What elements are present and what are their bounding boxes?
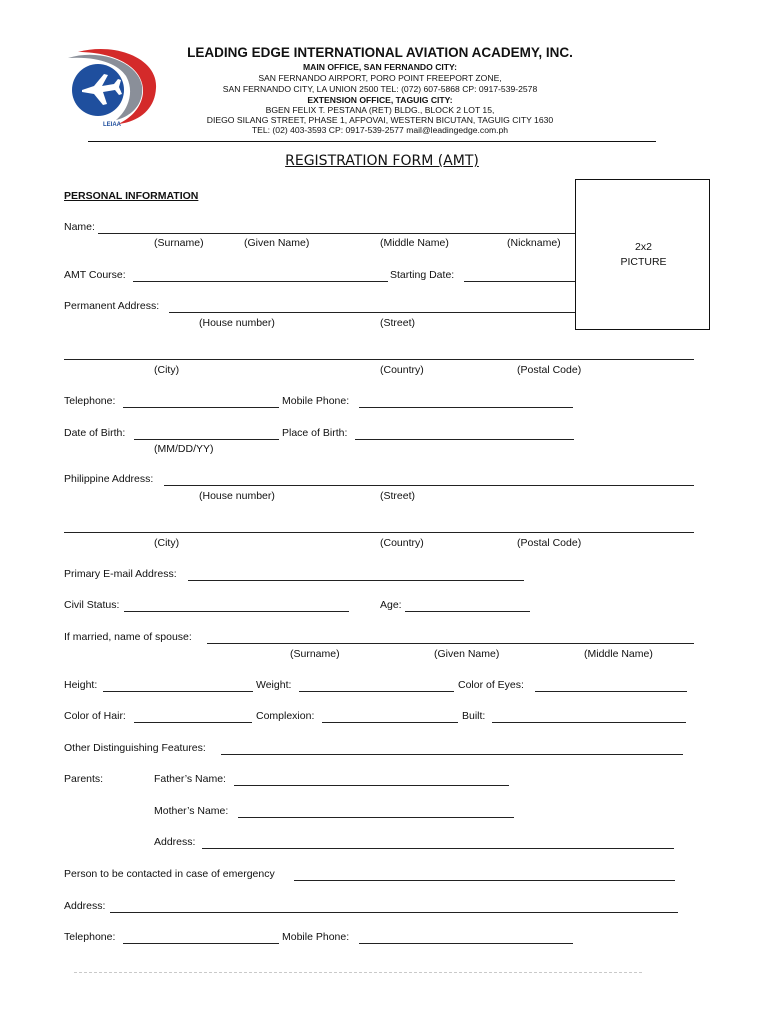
spouse-field[interactable]: [207, 643, 694, 644]
place-of-birth-label: Place of Birth:: [282, 427, 348, 439]
name-field[interactable]: [98, 233, 575, 234]
extension-office-label: EXTENSION OFFICE, TAGUIG CITY: [307, 95, 450, 105]
header-divider: [88, 141, 656, 142]
caption-house-number: (House number): [199, 490, 275, 502]
caption-country: (Country): [380, 537, 424, 549]
caption-city: (City): [154, 537, 180, 549]
telephone-field[interactable]: [123, 407, 279, 408]
built-field[interactable]: [492, 722, 686, 723]
amt-course-label: AMT Course:: [64, 269, 126, 281]
built-label: Built:: [462, 710, 486, 722]
weight-label: Weight:: [256, 679, 292, 691]
fathers-name-label: Father’s Name:: [154, 773, 226, 785]
permanent-address-line2-field[interactable]: [64, 359, 694, 360]
extension-office-contact-line: TEL: (02) 403-3593 CP: 0917-539-2577 mail@leadingedge.com.ph: [251, 125, 509, 135]
color-of-hair-field[interactable]: [134, 722, 252, 723]
age-label: Age:: [380, 599, 402, 611]
starting-date-field[interactable]: [464, 281, 575, 282]
philippine-address-line2-field[interactable]: [64, 532, 694, 533]
caption-dob-format: (MM/DD/YY): [154, 443, 214, 455]
extension-office-heading: EXTENSION OFFICE, TAGUIG CITY:: [307, 95, 453, 105]
organization-name: LEADING EDGE INTERNATIONAL AVIATION ACADEMY, INC.: [187, 45, 573, 60]
complexion-field[interactable]: [322, 722, 458, 723]
emergency-telephone-label: Telephone:: [64, 931, 116, 943]
caption-postal-code: (Postal Code): [517, 537, 582, 549]
extension-office-address-line1: BGEN FELIX T. PESTANA (RET) BLDG., BLOCK 2 LOT 15,: [265, 105, 495, 115]
spouse-label: If married, name of spouse:: [64, 631, 192, 643]
emergency-telephone-field[interactable]: [123, 943, 279, 944]
civil-status-label: Civil Status:: [64, 599, 120, 611]
main-office-address-line1: SAN FERNANDO AIRPORT, PORO POINT FREEPORT ZONE,: [258, 73, 502, 83]
photo-box-label: [575, 240, 712, 270]
philippine-address-label: Philippine Address:: [64, 473, 154, 485]
height-field[interactable]: [103, 691, 253, 692]
caption-country: (Country): [380, 364, 424, 376]
name-label: Name:: [64, 221, 95, 233]
caption-spouse-given-name: (Given Name): [434, 648, 500, 660]
telephone-label: Telephone:: [64, 395, 116, 407]
caption-middle-name: (Middle Name): [380, 237, 449, 249]
color-of-eyes-field[interactable]: [535, 691, 687, 692]
permanent-address-field[interactable]: [169, 312, 575, 313]
form-title: REGISTRATION FORM (AMT): [285, 153, 479, 169]
caption-street: (Street): [380, 317, 416, 329]
primary-email-label: Primary E-mail Address:: [64, 568, 177, 580]
emergency-mobile-label: Mobile Phone:: [282, 931, 350, 943]
caption-street: (Street): [380, 490, 416, 502]
main-office-label: MAIN OFFICE, SAN FERNANDO CITY: [302, 62, 455, 72]
emergency-address-label: Address:: [64, 900, 106, 912]
parents-address-field[interactable]: [202, 848, 674, 849]
caption-house-number: (House number): [199, 317, 275, 329]
main-office-heading: MAIN OFFICE, SAN FERNANDO CITY:: [302, 62, 458, 72]
mobile-phone-label: Mobile Phone:: [282, 395, 350, 407]
civil-status-field[interactable]: [124, 611, 349, 612]
emergency-mobile-field[interactable]: [359, 943, 573, 944]
philippine-address-field[interactable]: [164, 485, 694, 486]
parents-address-label: Address:: [154, 836, 196, 848]
amt-course-field[interactable]: [133, 281, 388, 282]
caption-given-name: (Given Name): [244, 237, 310, 249]
footer-divider: [74, 972, 642, 973]
photo-size-label: 2x2: [635, 241, 652, 253]
mobile-phone-field[interactable]: [359, 407, 573, 408]
other-features-field[interactable]: [221, 754, 683, 755]
weight-field[interactable]: [299, 691, 454, 692]
fathers-name-field[interactable]: [234, 785, 509, 786]
mothers-name-label: Mother’s Name:: [154, 805, 229, 817]
other-features-label: Other Distinguishing Features:: [64, 742, 206, 754]
caption-postal-code: (Postal Code): [517, 364, 582, 376]
permanent-address-label: Permanent Address:: [64, 300, 160, 312]
logo-lettering: LEIAA: [103, 122, 121, 128]
emergency-contact-field[interactable]: [294, 880, 675, 881]
emergency-contact-label: Person to be contacted in case of emergency: [64, 868, 275, 880]
caption-spouse-surname: (Surname): [290, 648, 340, 660]
photo-picture-label: PICTURE: [620, 256, 667, 268]
main-office-address-line2: SAN FERNANDO CITY, LA UNION 2500 TEL: (072) 607-5868 CP: 0917-539-2578: [222, 84, 538, 94]
caption-nickname: (Nickname): [507, 237, 561, 249]
primary-email-field[interactable]: [188, 580, 524, 581]
place-of-birth-field[interactable]: [355, 439, 574, 440]
caption-surname: (Surname): [154, 237, 204, 249]
age-field[interactable]: [405, 611, 530, 612]
section-personal-information: PERSONAL INFORMATION: [64, 190, 199, 202]
caption-city: (City): [154, 364, 180, 376]
complexion-label: Complexion:: [256, 710, 315, 722]
date-of-birth-label: Date of Birth:: [64, 427, 126, 439]
academy-logo: [60, 44, 160, 128]
mothers-name-field[interactable]: [238, 817, 514, 818]
caption-spouse-middle-name: (Middle Name): [584, 648, 653, 660]
color-of-hair-label: Color of Hair:: [64, 710, 126, 722]
height-label: Height:: [64, 679, 98, 691]
starting-date-label: Starting Date:: [390, 269, 455, 281]
color-of-eyes-label: Color of Eyes:: [458, 679, 524, 691]
emergency-address-field[interactable]: [110, 912, 678, 913]
extension-office-address-line2: DIEGO SILANG STREET, PHASE 1, AFPOVAI, WESTERN BICUTAN, TAGUIG CITY 1630: [206, 115, 554, 125]
date-of-birth-field[interactable]: [134, 439, 279, 440]
parents-label: Parents:: [64, 773, 104, 785]
